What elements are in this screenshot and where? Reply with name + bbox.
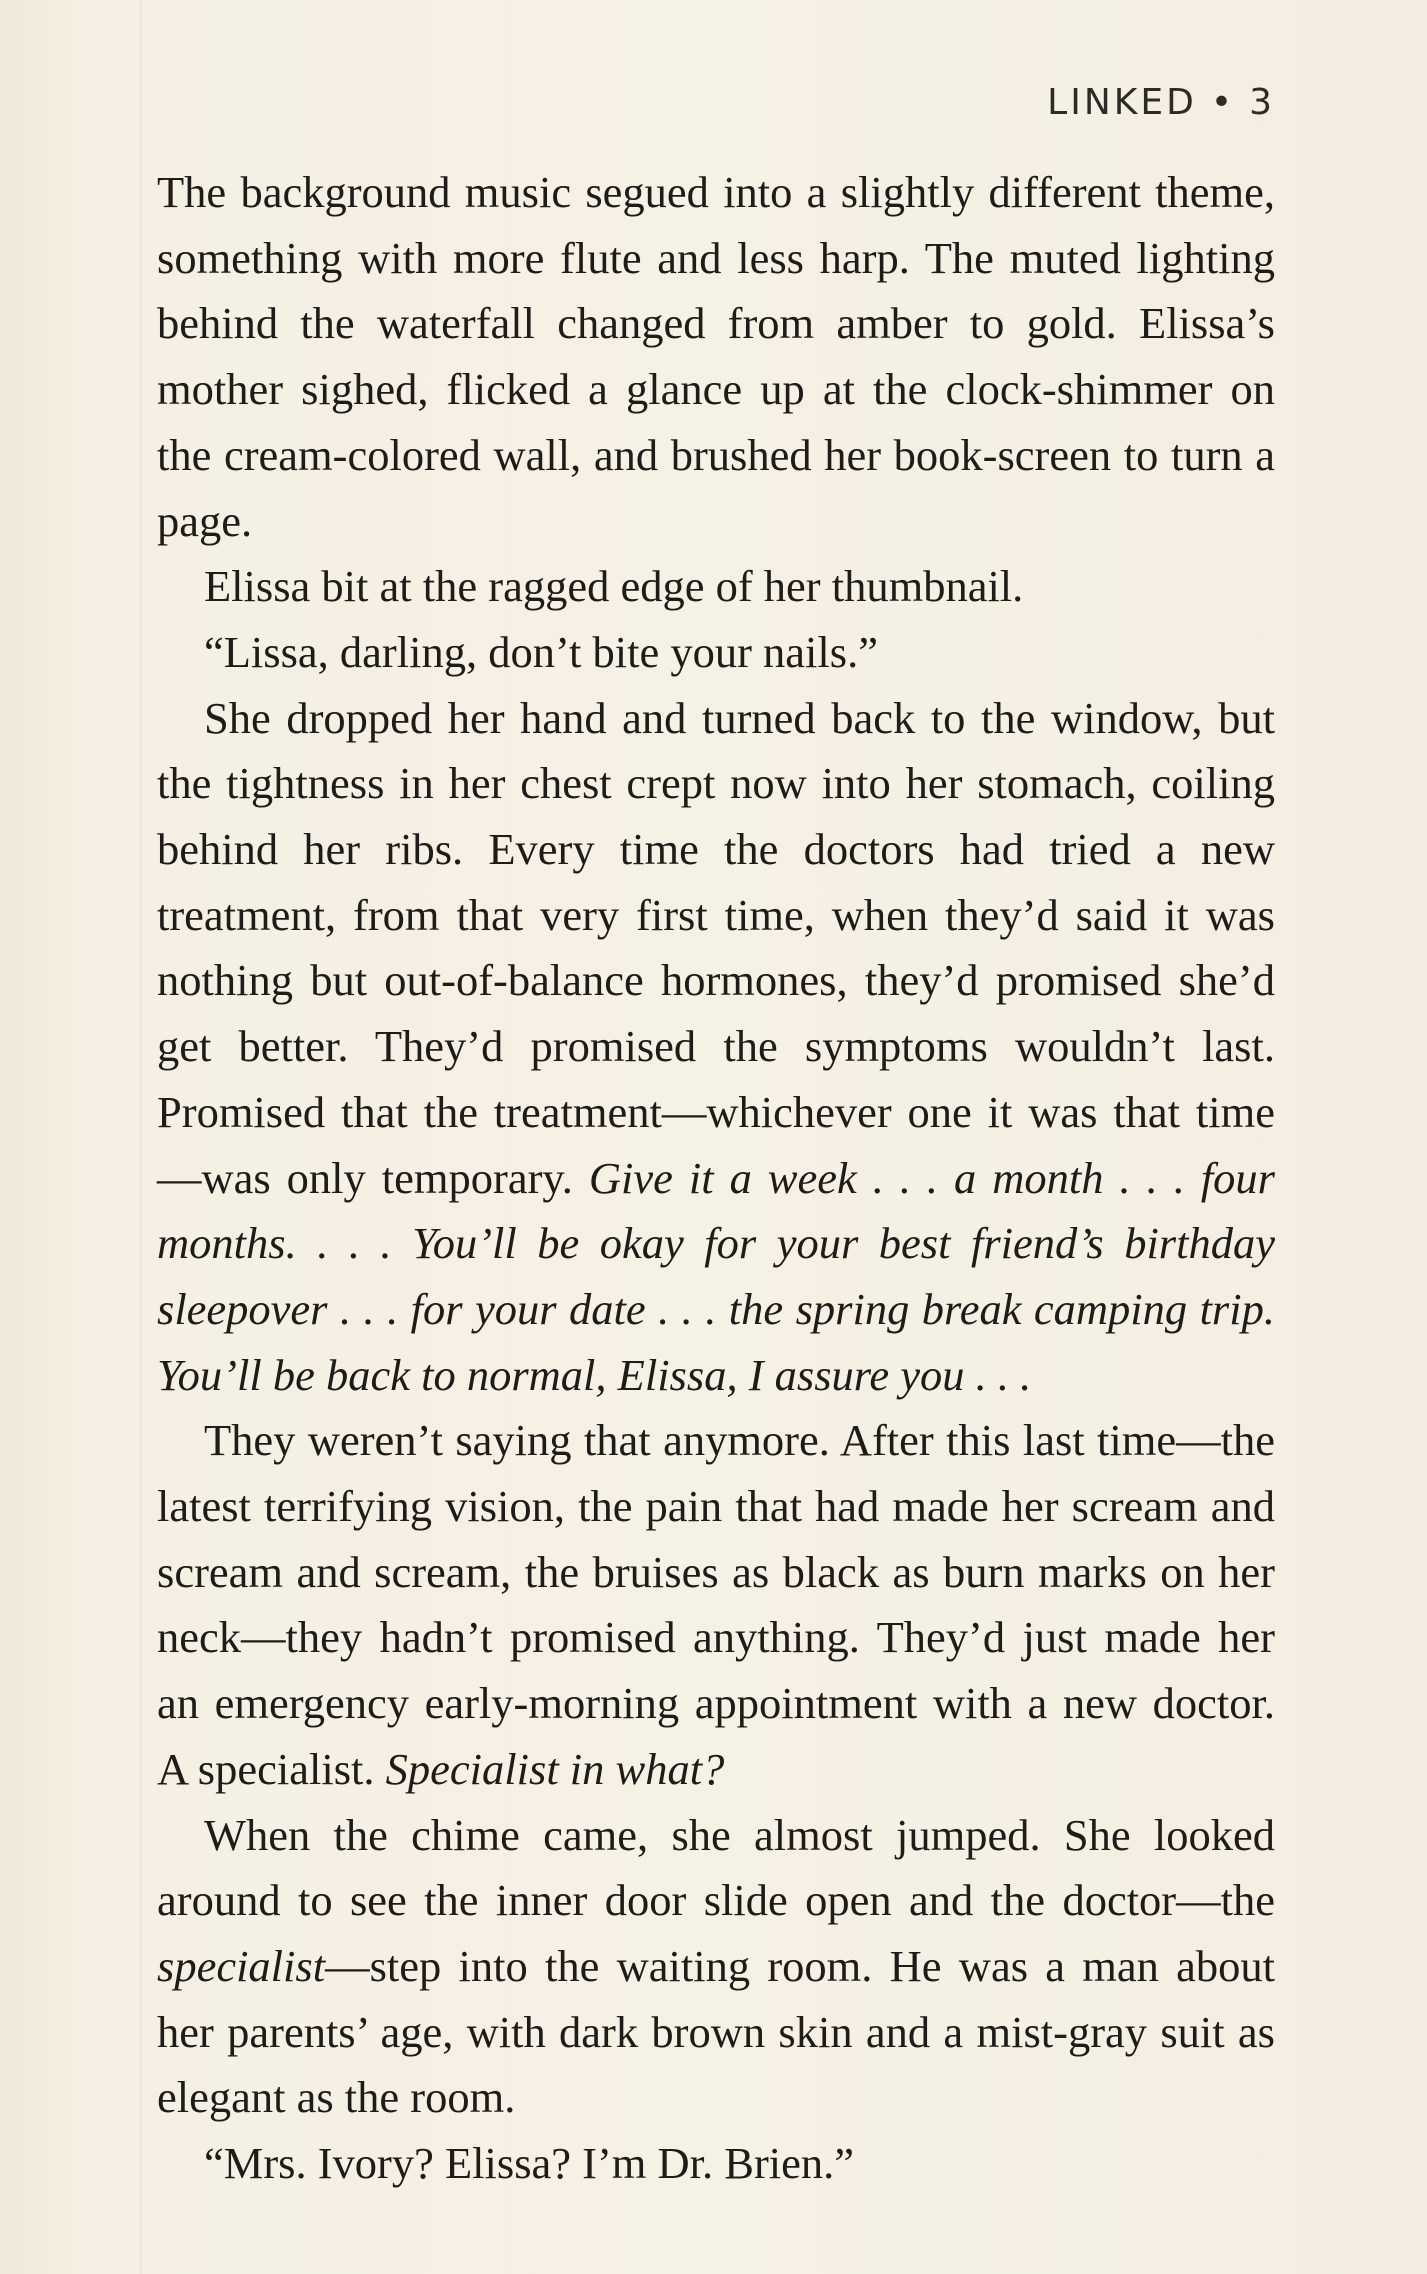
body-text — [157, 160, 1275, 2197]
page-crease — [140, 0, 142, 2274]
running-header — [1047, 82, 1275, 123]
paragraph-6-text-after: —step into the waiting room. He was a man about her parents’ age, with dark brown skin and a mist-gray suit as elegant as the room. — [157, 1940, 1275, 2123]
paragraph-3: “Lissa, darling, don’t bite your nails.” — [204, 626, 878, 677]
paragraph-2: Elissa bit at the ragged edge of her thumbnail. — [204, 561, 1024, 612]
paragraph-6 — [157, 1803, 1275, 2132]
running-title: LINKED — [1047, 82, 1197, 123]
paragraph-6-italic: specialist — [157, 1940, 326, 1991]
page-number: 3 — [1249, 82, 1275, 123]
paragraph-4 — [157, 686, 1275, 1409]
paragraph-7: “Mrs. Ivory? Elissa? I’m Dr. Brien.” — [204, 2138, 855, 2189]
paragraph-4-text: She dropped her hand and turned back to the window, but the tightness in her chest crept now into her stomach, coiling behind her ribs. Every time the doctors had tried a new treatment, from that very first time, when they’d said it was nothing but out-of-balance hormones, they’d promised she’d get better. They’d promised the symptoms wouldn’t last. Promised that the treatment—whichever one it was that time—was only temporary. — [157, 692, 1275, 1203]
paragraph-5 — [157, 1408, 1275, 1802]
paragraph-5-text: They weren’t saying that anymore. After this last time—the latest terrifying vision, the pain that had made her scream and scream and scream, the bruises as black as burn marks on her neck—they hadn’t promised anything. They’d just made her an emergency early-morning appointment with a new doctor. A specialist. — [157, 1415, 1275, 1794]
header-separator: • — [1210, 82, 1236, 123]
paragraph-1: The background music segued into a slightly different theme, something with more flute and less harp. The muted lighting behind the waterfall changed from amber to gold. Elissa’s mother sighed, flicked a glance up at the clock-shimmer on the cream-colored wall, and brushed her book-screen to turn a page. — [157, 167, 1275, 546]
paragraph-4-italic: Give it a week . . . a month . . . four months. . . . You’ll be okay for your best friend’s birthday sleepover . . . for your date . . . the spring break camping trip. You’ll be back to normal, Elissa, I assure you . . . — [157, 1152, 1275, 1400]
paragraph-5-italic: Specialist in what? — [385, 1743, 725, 1794]
paragraph-6-text-before: When the chime came, she almost jumped. She looked around to see the inner door slide open and the doctor—the — [157, 1809, 1275, 1926]
